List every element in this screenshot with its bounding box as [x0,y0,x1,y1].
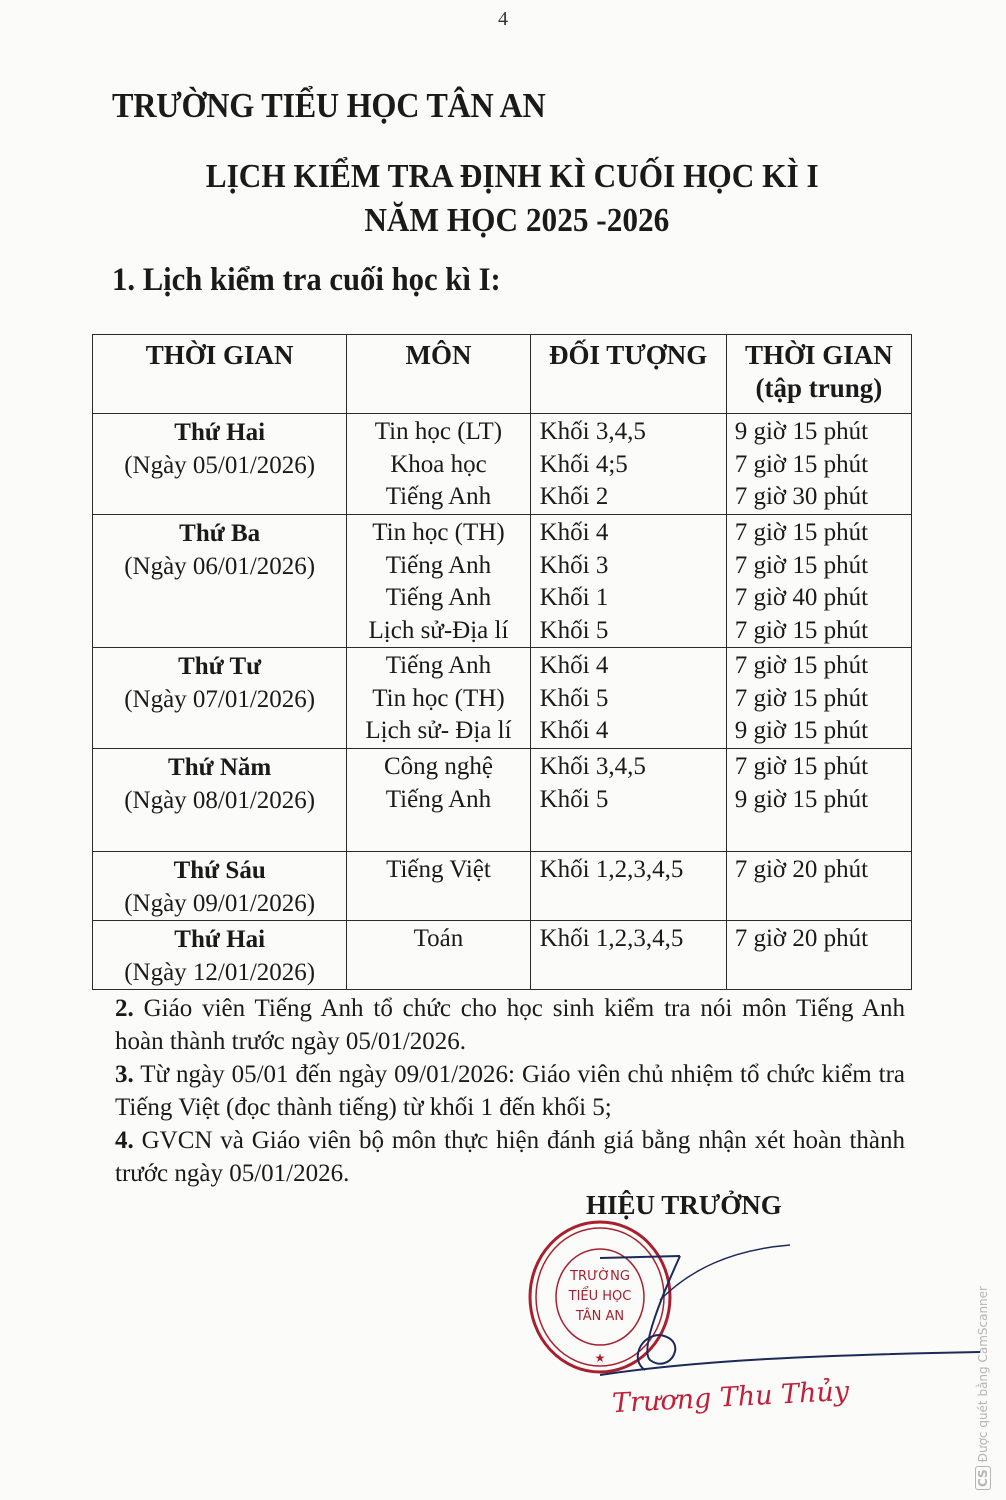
svg-text:TRƯỜNG: TRƯỜNG [570,1269,630,1284]
header-time: THỜI GIAN [93,335,347,414]
hour-item: 7 giờ 20 phút [734,856,869,883]
target-item: Khối 1 [539,584,609,611]
hour-item: 7 giờ 20 phút [734,925,869,952]
subject-item: Công nghệ [383,753,493,780]
hour-cell [726,749,911,852]
subject-item: Tiếng Anh [385,652,492,679]
hour-cell [726,921,911,990]
page-number: 4 [498,8,508,30]
day-date: (Ngày 05/01/2026) [124,452,316,479]
camscanner-logo-icon: CS [975,1466,991,1490]
day-cell [93,852,347,921]
subject-item: Tiếng Anh [385,483,492,510]
table-row [93,921,912,990]
day-date: (Ngày 07/01/2026) [124,686,316,713]
signer-name: Trương Thu Thủy [611,1375,850,1420]
subject-cell [347,852,530,921]
target-item: Khối 5 [539,785,609,813]
target-item: Khối 4 [539,717,609,744]
subject-item: Toán [413,925,464,952]
day-cell [93,515,347,648]
table-row [93,852,912,921]
day-date: (Ngày 08/01/2026) [124,787,316,814]
table-header-row [93,335,912,414]
signature-scribble-icon [600,1240,980,1380]
subject-item: Lịch sử- Địa lí [365,717,512,744]
target-cell [530,921,726,990]
subject-item: Tiếng Anh [385,584,492,611]
target-item: Khối 4 [539,519,609,546]
target-item: Khối 5 [539,684,609,712]
hour-item: 7 giờ 15 phút [734,519,869,546]
day-cell [93,414,347,515]
day-date: (Ngày 09/01/2026) [124,890,316,917]
hour-item: 7 giờ 15 phút [734,652,869,679]
hour-cell [726,414,911,515]
subject-cell [347,515,530,648]
target-item: Khối 3,4,5 [539,418,646,445]
subject-cell [347,414,530,515]
hour-item: 7 giờ 15 phút [734,753,869,780]
table-row [93,515,912,648]
header-gathering-time [726,335,911,414]
note-3 [115,1058,905,1124]
target-item: Khối 4 [539,652,609,679]
subject-item: Tin học (TH) [372,519,505,546]
target-item: Khối 1,2,3,4,5 [539,925,684,952]
hour-item: 9 giờ 15 phút [734,717,869,744]
svg-text:TIỂU HỌC: TIỂU HỌC [568,1289,632,1304]
day-cell [93,749,347,852]
day-name: Thứ Ba [179,520,261,547]
table-row [93,648,912,749]
subject-cell [347,749,530,852]
hour-item: 7 giờ 15 phút [734,450,869,478]
hour-cell [726,852,911,921]
title-line-1: LỊCH KIỂM TRA ĐỊNH KÌ CUỐI HỌC KÌ I [205,158,819,195]
note-text: Giáo viên Tiếng Anh tổ chức cho học sinh kiểm tra nói môn Tiếng Anh hoàn thành trước ngày 05/01/2026. [115,995,905,1055]
note-number: 2. [115,995,134,1022]
target-item: Khối 4;5 [539,450,628,478]
school-name: TRƯỜNG TIỂU HỌC TÂN AN [112,86,546,125]
target-cell [530,749,726,852]
hour-item: 7 giờ 15 phút [734,551,869,579]
hour-cell [726,648,911,749]
target-item: Khối 3 [539,551,609,579]
header-target: ĐỐI TƯỢNG [530,335,726,414]
note-number: 4. [115,1127,134,1154]
target-item: Khối 1,2,3,4,5 [539,856,684,883]
note-2 [115,992,905,1058]
svg-text:★: ★ [594,1351,606,1365]
hour-item: 7 giờ 15 phút [734,684,869,712]
hour-cell [726,515,911,648]
hour-item: 7 giờ 15 phút [734,616,869,644]
signature-title: HIỆU TRƯỞNG [586,1190,782,1220]
header-hour-line1: THỜI GIAN [744,340,893,370]
subject-item: Tin học (TH) [372,684,505,712]
subject-item: Tiếng Anh [385,551,492,579]
subject-item: Tiếng Anh [385,785,492,813]
day-name: Thứ Hai [174,419,266,446]
day-cell [93,921,347,990]
hour-item: 7 giờ 40 phút [734,584,869,611]
svg-text:TÂN AN: TÂN AN [575,1309,625,1324]
note-4 [115,1124,905,1190]
title-line-2: NĂM HỌC 2025 -2026 [364,202,670,239]
camscanner-watermark [975,1286,991,1490]
target-item: Khối 3,4,5 [539,753,646,780]
note-text: Từ ngày 05/01 đến ngày 09/01/2026: Giáo viên chủ nhiệm tổ chức kiểm tra Tiếng Việt (đọc thành tiếng) từ khối 1 đến khối 5; [115,1061,905,1121]
document-title [0,155,1006,243]
hour-item: 9 giờ 15 phút [734,785,869,813]
subject-cell [347,921,530,990]
note-text: GVCN và Giáo viên bộ môn thực hiện đánh giá bằng nhận xét hoàn thành trước ngày 05/01/2026. [115,1127,905,1187]
section-heading: 1. Lịch kiểm tra cuối học kì I: [112,262,501,298]
target-cell [530,414,726,515]
day-date: (Ngày 06/01/2026) [124,553,316,580]
target-cell [530,515,726,648]
header-subject: MÔN [347,335,530,414]
note-number: 3. [115,1061,134,1088]
day-date: (Ngày 12/01/2026) [124,959,316,986]
table-row [93,414,912,515]
day-name: Thứ Tư [178,653,262,680]
subject-cell [347,648,530,749]
table-row [93,749,912,852]
target-item: Khối 5 [539,616,609,644]
exam-schedule-table [92,334,912,990]
subject-item: Lịch sử-Địa lí [368,616,509,644]
header-hour-line2: (tập trung) [755,373,883,403]
day-name: Thứ Sáu [173,857,266,884]
subject-item: Khoa học [390,450,487,478]
target-cell [530,852,726,921]
hour-item: 7 giờ 30 phút [734,483,869,510]
target-cell [530,648,726,749]
day-name: Thứ Năm [168,754,272,781]
day-cell [93,648,347,749]
hour-item: 9 giờ 15 phút [734,418,869,445]
subject-item: Tiếng Việt [386,856,491,883]
watermark-text: Được quét bằng CamScanner [976,1286,990,1463]
subject-item: Tin học (LT) [374,418,503,445]
target-item: Khối 2 [539,483,609,510]
day-name: Thứ Hai [174,926,266,953]
notes [115,992,905,1190]
